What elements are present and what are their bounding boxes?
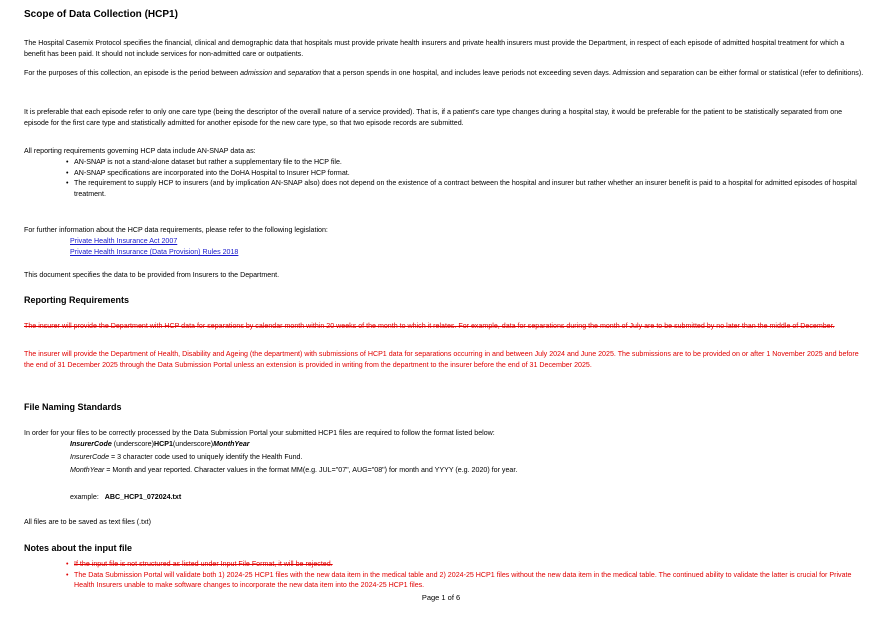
notes-heading: Notes about the input file	[24, 543, 132, 553]
reporting-struck-text: The insurer will provide the Department with HCP data for separations by calendar month within 20 weeks of the month to which it relates. For example, data for separations during the month of July are to be submitted by no later than the middle of December.	[24, 322, 835, 330]
scope-paragraph-6: This document specifies the data to be provided from Insurers to the Department.	[24, 271, 280, 279]
reporting-heading: Reporting Requirements	[24, 295, 130, 305]
list-item: • The Data Submission Portal will validate both 1) 2024-25 HCP1 files with the new data item in the medical table and 2) 2024-25 HCP1 files without the new data item in the medical table. The continued ability to validate the latter is crucial for Private Health Insurers unable to make software changes to incorporate the new data item into the 2024-25 HCP1 files.	[66, 570, 866, 591]
scope-heading: Scope of Data Collection (HCP1)	[24, 9, 178, 20]
file-naming-intro: In order for your files to be correctly processed by the Data Submission Portal your submitted HCP1 files are required to follow the format listed below:	[24, 429, 495, 437]
file-name-format: InsurerCode (underscore)HCP1(underscore)MonthYear	[70, 440, 250, 448]
page-number: Page 1 of 6	[421, 593, 461, 602]
an-snap-bullet-list	[66, 157, 866, 199]
link-data-provision-rules[interactable]: Private Health Insurance (Data Provision) Rules 2018	[70, 248, 239, 256]
text-file-note: All files are to be saved as text files (.txt)	[24, 518, 151, 526]
scope-paragraph-4: All reporting requirements governing HCP data include AN-SNAP data as:	[24, 147, 256, 155]
list-item: • If the input file is not structured as listed under Input File Format, it will be rejected.	[66, 559, 866, 570]
link-private-health-insurance-act[interactable]: Private Health Insurance Act 2007	[70, 237, 178, 245]
insurer-code-definition: InsurerCode = 3 character code used to uniquely identify the Health Fund.	[70, 453, 303, 461]
reporting-current-text: The insurer will provide the Department of Health, Disability and Ageing (the department) with submissions of HCP1 data for separations occurring in and between July 2024 and June 2025. The submissions are to be provided on or after 1 November 2025 and before the end of 31 December 2025 through the Data Submission Portal unless an extension is provided in writing from the department to the insurer before the end of 31 December 2025.	[24, 350, 859, 369]
scope-paragraph-1: The Hospital Casemix Protocol specifies the financial, clinical and demographic data that hospitals must provide private health insurers and private health insurers must provide the Department, in respect of each episode of admitted hospital treatment for which a benefit has been paid. It should not include services for non-admitted care or outpatients.	[24, 39, 845, 58]
list-item: • AN-SNAP specifications are incorporated into the DoHA Hospital to Insurer HCP format.	[66, 168, 866, 179]
file-name-example: example: ABC_HCP1_072024.txt	[70, 493, 182, 501]
file-naming-heading: File Naming Standards	[24, 402, 122, 412]
scope-paragraph-5: For further information about the HCP data requirements, please refer to the following legislation:	[24, 226, 328, 234]
notes-bullet-list	[66, 559, 866, 591]
month-year-definition: MonthYear = Month and year reported. Character values in the format MM(e.g. JUL="07", AUG="08") for month and YYYY (e.g. 2020) for year.	[70, 466, 518, 474]
list-item: • The requirement to supply HCP to insurers (and by implication AN-SNAP also) does not depend on the existence of a contract between the hospital and insurer but rather whether an insurer benefit is paid to a hospital for admitted episodes of hospital treatment.	[66, 178, 866, 199]
scope-paragraph-3: It is preferable that each episode refer to only one care type (being the descriptor of the overall nature of a service provided). That is, if a patient's care type changes during a hospital stay, it would be preferable for the patient to be statistically separated from one episode for the first care type and statistically admitted for another episode for the new care type, so that two episode records are submitted.	[24, 108, 843, 127]
list-item: • AN-SNAP is not a stand-alone dataset but rather a supplementary file to the HCP file.	[66, 157, 866, 168]
scope-paragraph-2: For the purposes of this collection, an episode is the period between admission and separation that a person spends in one hospital, and includes leave periods not exceeding seven days. Admission and separation can be either formal or statistical (refer to definitions).	[24, 69, 864, 77]
